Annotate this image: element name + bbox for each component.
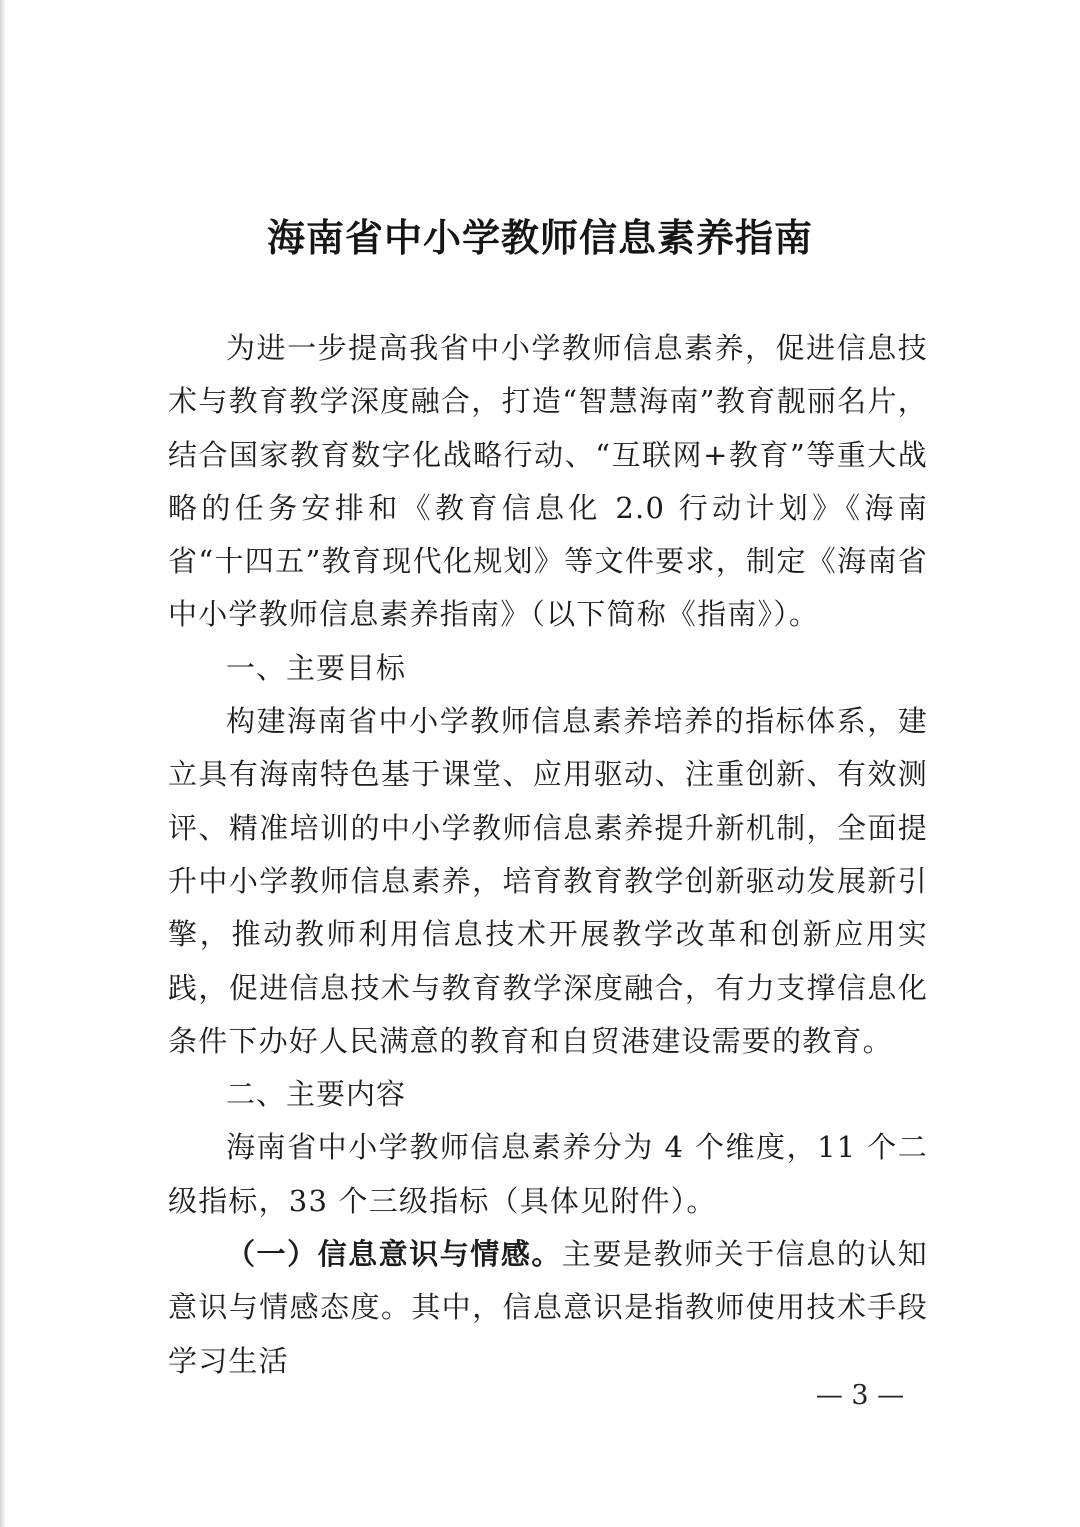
section-heading-content: [168, 1068, 928, 1121]
page-number: — 3 —: [815, 1380, 905, 1411]
content-paragraph: 海南省中小学教师信息素养分为 4 个维度，11 个二级指标，33 个三级指标（具体见附件）。: [168, 1130, 928, 1218]
document-title: 海南省中小学教师信息素养指南: [266, 215, 813, 260]
section-heading-goals-text: 一、主要目标: [226, 650, 407, 685]
section-heading-goals: [168, 642, 928, 695]
item1-text: 主要是教师关于信息的认知意识与情感态度。其中，信息意识是指教师使用技术手段学习生活: [168, 1237, 929, 1378]
goals-paragraph: 构建海南省中小学教师信息素养培养的指标体系，建立具有海南特色基于课堂、应用驱动、注重创新、有效测评、精准培训的中小学教师信息素养提升新机制，全面提升中小学教师信息素养，培育教育教学创新驱动发展新引擎，推动教师利用信息技术开展教学改革和创新应用实践，促进信息技术与教育教学深度融合，有力支撑信息化条件下办好人民满意的教育和自贸港建设需要的教育。: [168, 704, 928, 1058]
document-body: [168, 322, 928, 1388]
intro-paragraph: 为进一步提高我省中小学教师信息素养，促进信息技术与教育教学深度融合，打造“智慧海南”教育靓丽名片，结合国家教育数字化战略行动、“互联网+教育”等重大战略的任务安排和《教育信息化 2.0 行动计划》《海南省“十四五”教育现代化规划》等文件要求，制定《海南省中小学教师信息素养指南》（以下简称《指南》）。: [168, 331, 928, 632]
section-heading-content-text: 二、主要内容: [226, 1077, 407, 1112]
item1-lead: （一）信息意识与情感。: [226, 1237, 562, 1272]
item1-paragraph: [168, 1228, 928, 1388]
